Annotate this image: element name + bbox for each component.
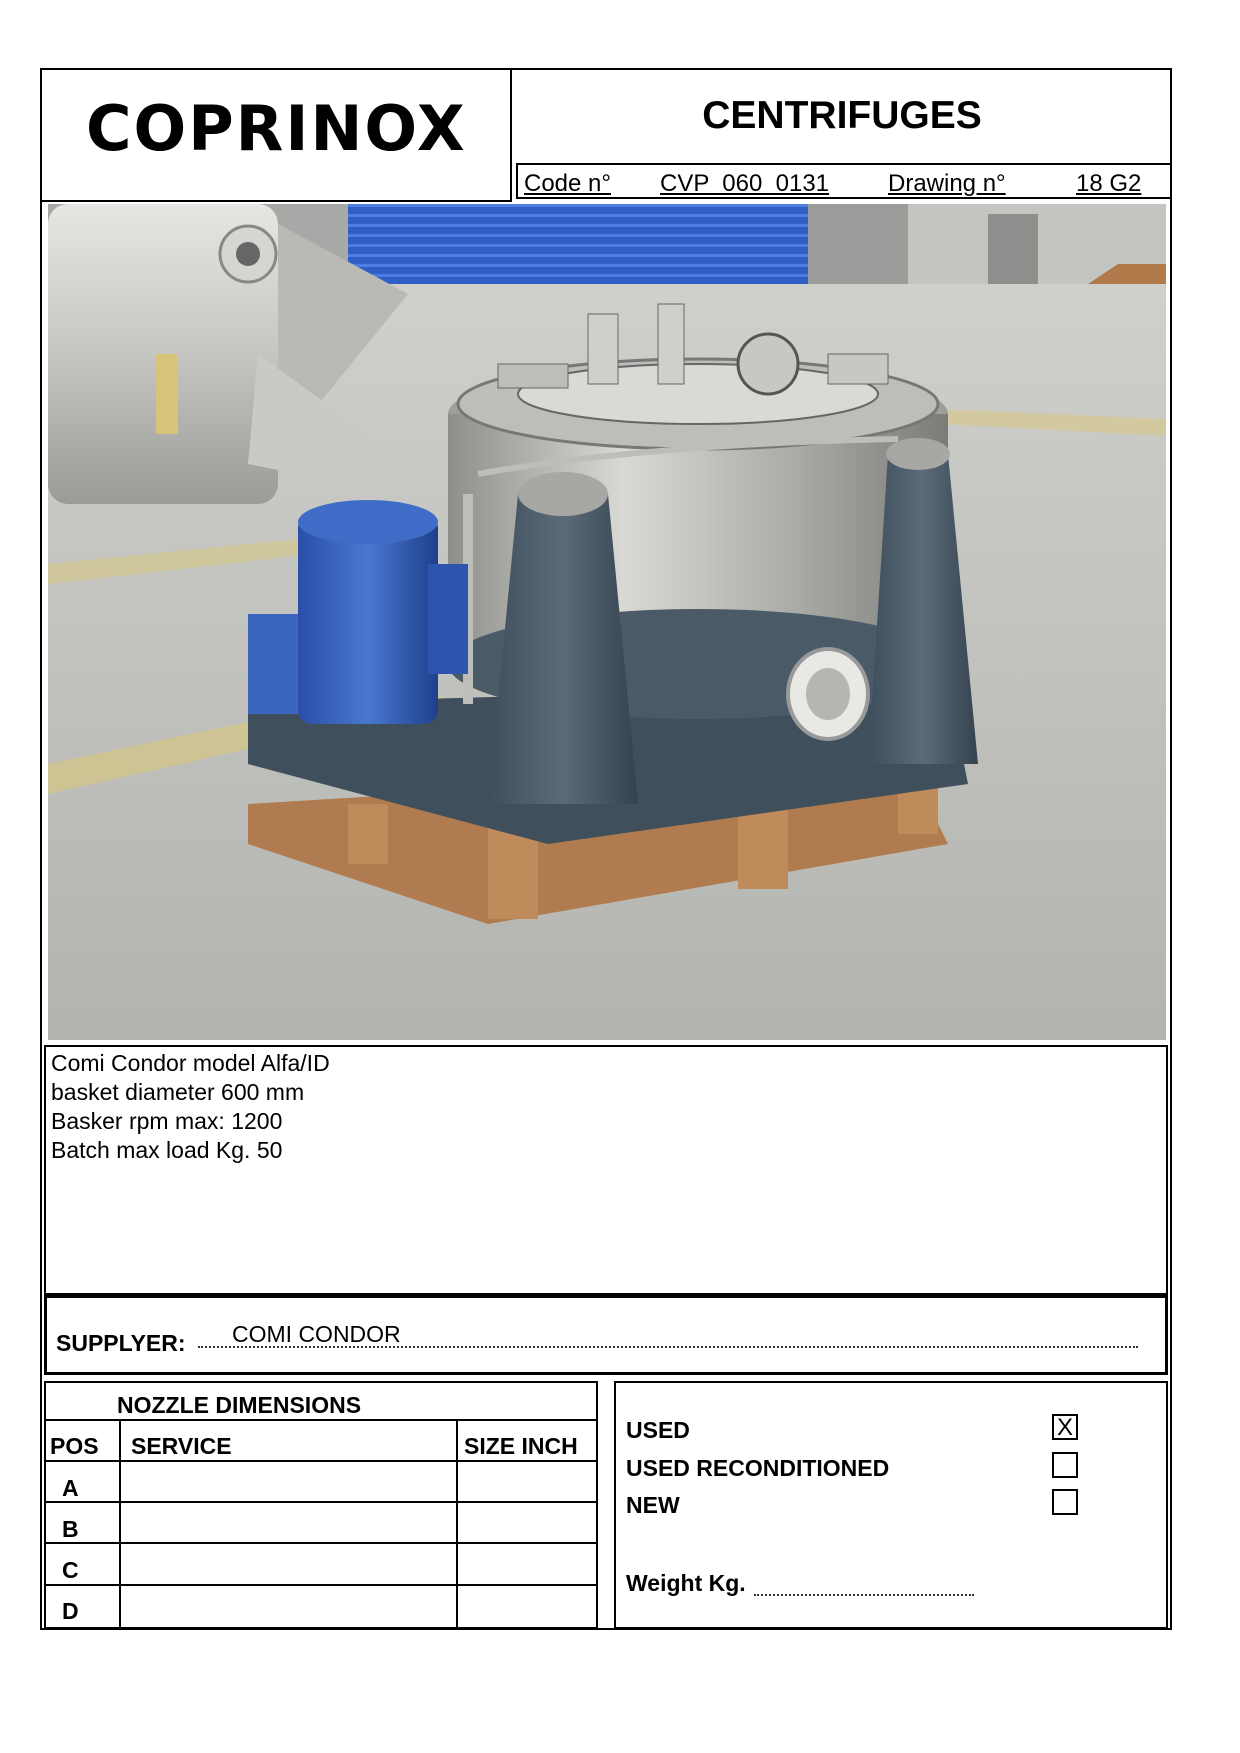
supplier-value: COMI CONDOR [232, 1321, 401, 1347]
description-line: Batch max load Kg. 50 [51, 1137, 283, 1163]
column-header-pos: POS [50, 1433, 99, 1459]
column-header-size: SIZE INCH [464, 1433, 578, 1459]
centrifuge-image [48, 204, 1166, 1040]
nozzle-table-title: NOZZLE DIMENSIONS [116, 1392, 362, 1418]
code-label: Code n° [524, 170, 611, 197]
table-column-divider [456, 1419, 458, 1629]
weight-label: Weight Kg. [626, 1570, 746, 1596]
table-divider [44, 1501, 598, 1503]
table-divider [44, 1419, 598, 1421]
supplier-label: SUPPLYER: [56, 1330, 186, 1356]
description-line: Basker rpm max: 1200 [51, 1108, 283, 1134]
checkbox-used[interactable]: X [1052, 1414, 1078, 1440]
supplier-box [44, 1295, 1168, 1375]
table-divider [44, 1584, 598, 1586]
condition-label-used: USED [626, 1417, 690, 1443]
nozzle-pos: C [62, 1557, 79, 1583]
drawing-label: Drawing n° [888, 170, 1006, 197]
code-box [516, 163, 1172, 199]
page-title: CENTRIFUGES [702, 94, 982, 137]
nozzle-pos: B [62, 1516, 79, 1542]
description-line: Comi Condor model Alfa/ID [51, 1050, 330, 1076]
checkbox-new[interactable] [1052, 1489, 1078, 1515]
column-header-service: SERVICE [131, 1433, 232, 1459]
code-value: CVP 060 0131 [660, 170, 830, 197]
drawing-value: 18 G2 [1076, 170, 1142, 197]
nozzle-pos: A [62, 1475, 79, 1501]
condition-label-used-reconditioned: USED RECONDITIONED [626, 1455, 890, 1481]
weight-dotted-line [754, 1594, 974, 1596]
equipment-photo [48, 204, 1166, 1040]
nozzle-pos: D [62, 1598, 79, 1624]
description-line: basket diameter 600 mm [51, 1079, 305, 1105]
checkbox-used-reconditioned[interactable] [1052, 1452, 1078, 1478]
table-divider [44, 1460, 598, 1462]
table-divider [44, 1542, 598, 1544]
company-logo: COPRINOX [86, 92, 467, 165]
condition-label-new: NEW [626, 1492, 680, 1518]
table-column-divider [119, 1419, 121, 1629]
